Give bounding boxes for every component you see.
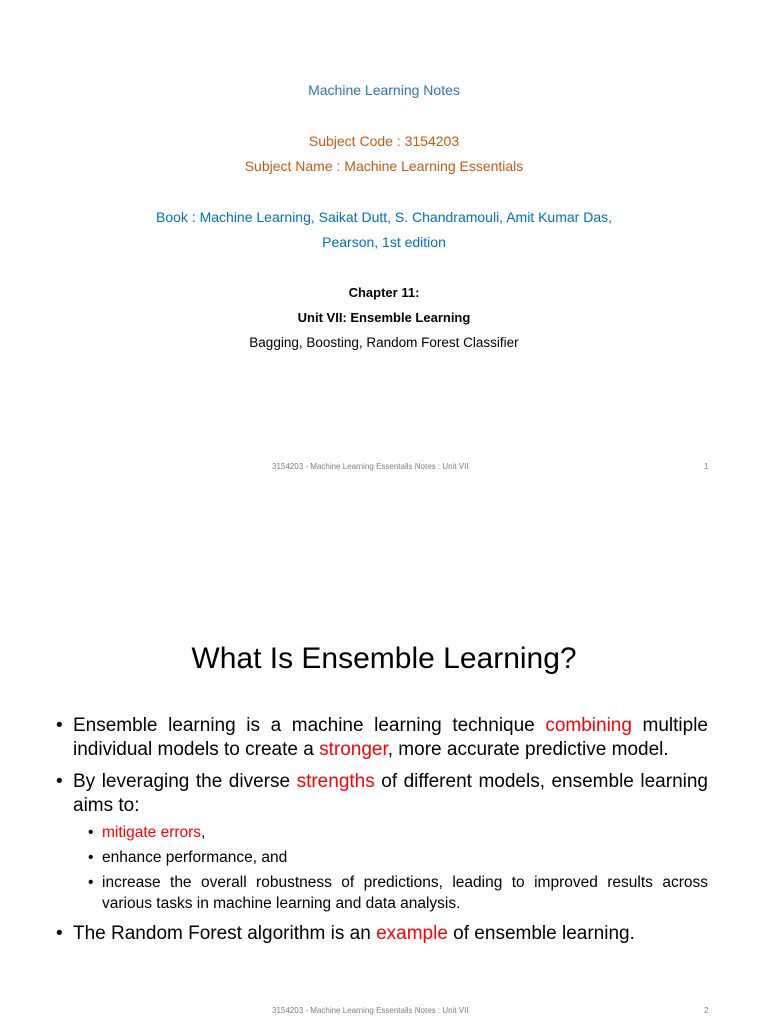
subject-code: Subject Code : 3154203 <box>308 133 460 149</box>
bullet-dot: • <box>88 824 94 841</box>
bullet-text: By leveraging the diverse <box>73 771 297 792</box>
chapter-label: Chapter 11: <box>348 285 420 300</box>
bullet-text: Ensemble learning is a machine learning technique <box>73 715 546 736</box>
highlight-strengths: strengths <box>296 771 375 792</box>
highlight-example: example <box>376 923 448 944</box>
book-line-1: Book : Machine Learning, Saikat Dutt, S. Chandramouli, Amit Kumar Das, <box>156 209 612 225</box>
bullet-text: , more accurate predictive model. <box>387 739 669 760</box>
bullet-dot: • <box>88 874 94 891</box>
slide-2-content <box>56 714 708 946</box>
sub-bullet-mitigate-errors <box>56 822 708 843</box>
sub-bullet-text: , <box>201 824 206 841</box>
sub-bullet-text: increase the overall robustness of predictions, leading to improved results across various tasks in machine learning and data analysis. <box>102 874 708 912</box>
bullet-dot: • <box>88 849 94 866</box>
slide-2-page-number: 2 <box>704 1006 709 1015</box>
slide-1 <box>0 0 768 490</box>
bullet-leveraging-strengths <box>56 770 708 818</box>
slide-1-footer: 3154203 - Machine Learning Essentails Notes : Unit VII <box>272 462 469 471</box>
bullet-text: The Random Forest algorithm is an <box>73 923 377 944</box>
bullet-ensemble-definition <box>56 714 708 762</box>
slide-2-footer: 3154203 - Machine Learning Essentails Notes : Unit VII <box>272 1006 469 1015</box>
highlight-combining: combining <box>545 715 632 736</box>
notes-title: Machine Learning Notes <box>308 82 460 98</box>
bullet-text: of different models, ensemble learning aims to: <box>73 771 708 816</box>
topics-line: Bagging, Boosting, Random Forest Classifier <box>249 335 519 350</box>
bullet-text: of ensemble learning. <box>447 923 635 944</box>
highlight-stronger: stronger <box>319 739 388 760</box>
book-line-2: Pearson, 1st edition <box>322 234 446 250</box>
sub-bullet-robustness <box>56 872 708 914</box>
highlight-mitigate-errors: mitigate errors <box>102 824 202 841</box>
sub-bullet-enhance-performance <box>56 847 708 868</box>
bullet-text: multiple individual models to create a <box>73 715 708 760</box>
subject-name: Subject Name : Machine Learning Essentials <box>244 158 524 174</box>
sub-bullet-text: enhance performance, and <box>102 849 288 866</box>
slide-2 <box>0 596 768 1024</box>
slide-2-title: What Is Ensemble Learning? <box>191 642 577 675</box>
slide-1-page-number: 1 <box>704 462 709 471</box>
bullet-random-forest-example <box>56 922 708 946</box>
unit-label: Unit VII: Ensemble Learning <box>297 310 471 325</box>
